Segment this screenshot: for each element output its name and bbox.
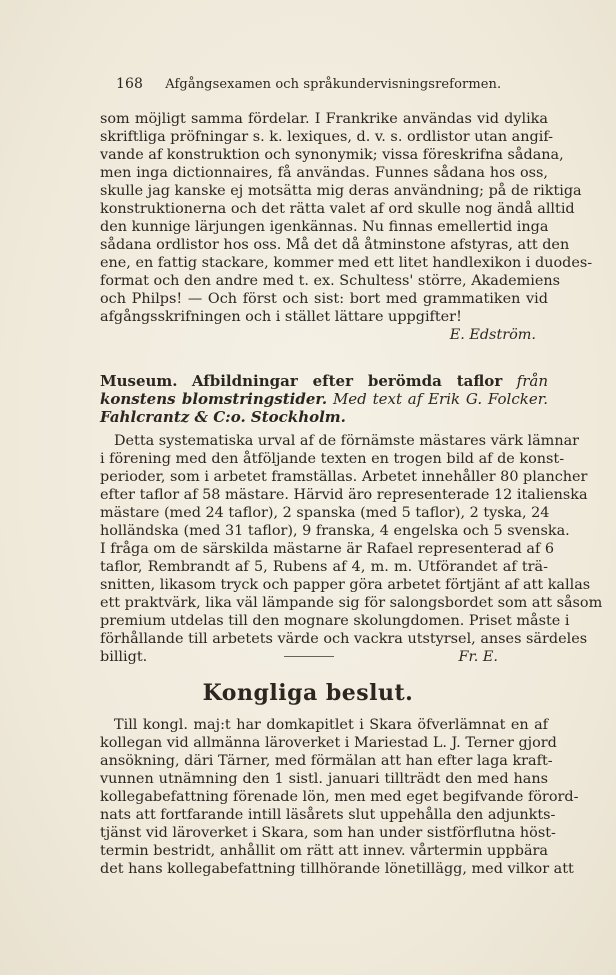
review-paragraph [100,432,603,666]
text-line: efter taflor af 58 mästare. Härvid äro representerade 12 italienska [100,487,588,503]
section-heading: Kongliga beslut. [202,680,414,706]
text-line: som möjligt samma fördelar. I Frankrike användas vid dylika [100,111,548,127]
review-museum: Museum. [100,372,178,390]
text-line-last [100,648,548,666]
review-title-sub: konstens blomstringstider. [100,390,328,408]
text-line: taflor, Rembrandt af 5, Rubens af 4, m. m. Utförandet af trä- [100,559,548,575]
review-text-author: Med text af Erik G. Folcker. [332,390,548,408]
review-heading [100,372,548,426]
text-line: den kunnige lärjungen igenkännas. Nu finnas emellertid inga [100,219,549,235]
text-line: tjänst vid läroverket i Skara, som han under sistförflutna höst- [100,825,556,841]
text-line: ett praktvärk, lika väl lämpande sig för salongsbordet som att såsom [100,595,603,611]
section-paragraph [100,716,579,878]
text-line: förhållande till arbetets värde och vackra utstyrsel, anses särdeles [100,631,588,647]
author-signature: E. Edström. [449,327,536,343]
text-line: snitten, likasom tryck och papper göra arbetet förtjänt af att kallas [100,577,591,593]
text-line: termin bestridt, anhållit om rätt att innev. vårtermin uppbära [100,843,548,859]
text-line: i förening med den åtföljande texten en trogen bild af de konst- [100,451,565,467]
text-line: ansökning, däri Tärner, med förmälan att han efter laga kraft- [100,753,553,769]
text-line: och Philps! — Och först och sist: bort med grammatiken vid [100,291,548,307]
text-line: skriftliga pröfningar s. k. lexiques, d. v. s. ordlistor utan angif- [100,129,554,145]
text-line: mästare (med 24 taflor), 2 spanska (med 5 taflor), 2 tyska, 24 [100,505,550,521]
text-line: premium utdelas till den mognare skolungdomen. Priset måste i [100,613,570,629]
running-header [116,76,556,92]
running-title: Afgångsexamen och språkundervisningsreformen. [165,77,502,92]
text-line: Detta systematiska urval af de förnämste mästares värk lämnar [114,433,580,449]
text-line: Till kongl. maj:t har domkapitlet i Skara öfverlämnat en af [114,717,548,733]
review-title-fran: från [516,372,548,390]
text-line: det hans kollegabefattning tillhörande lönetillägg, med vilkor att [100,861,574,877]
text-line: men inga dictionnaires, få användas. Funnes sådana hos oss, [100,165,548,181]
text-line: afgångsskrifningen och i stället lättare uppgifter! [100,309,462,325]
text-line: I fråga om de särskilda mästarne är Rafael representerad af 6 [100,541,555,557]
section-divider [284,656,334,657]
text-line: skulle jag kanske ej motsätta mig deras användning; på de riktiga [100,183,582,199]
text-line: perioder, som i arbetet framställas. Arbetet innehåller 80 plancher [100,469,588,485]
text-line: konstruktionerna och det rätta valet af ord skulle nog ändå alltid [100,201,575,217]
continuation-paragraph [100,110,593,344]
text-line: nats att fortfarande intill läsårets slut uppehålla den adjunkts- [100,807,556,823]
text-line: vunnen utnämning den 1 sistl. januari tillträdt den med hans [100,771,548,787]
review-signature: Fr. E. [458,649,498,665]
text-line: ene, en fattig stackare, kommer med ett litet handlexikon i duodes- [100,255,593,271]
review-publisher: Fahlcrantz & C:o. Stockholm. [100,408,346,426]
page-number: 168 [116,76,144,92]
text-line: billigt. [100,649,148,665]
review-title-main: Afbildningar efter berömda taflor [191,372,503,390]
text-line: format och den andre med t. ex. Schultess' större, Akademiens [100,273,561,289]
text-line: kollegan vid allmänna läroverket i Mariestad L. J. Terner gjord [100,735,557,751]
text-line: holländska (med 31 taflor), 9 franska, 4 engelska och 5 svenska. [100,523,570,539]
text-line: vande af konstruktion och synonymik; vissa föreskrifna sådana, [100,147,564,163]
text-line: kollegabefattning förenade lön, men med eget begifvande förord- [100,789,579,805]
text-line: sådana ordlistor hos oss. Må det då åtminstone afstyras, att den [100,237,570,253]
